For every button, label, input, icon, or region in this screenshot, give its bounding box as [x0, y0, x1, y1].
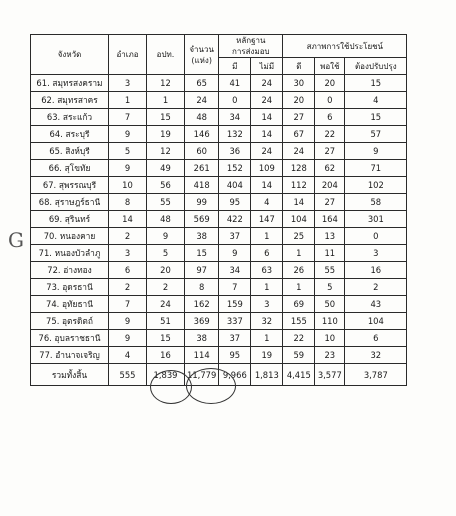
- cell-district: 7: [109, 109, 147, 126]
- total-label: รวมทั้งสิ้น: [31, 364, 109, 386]
- cell-district: 3: [109, 75, 147, 92]
- cell-province: 77. อำนาจเจริญ: [31, 347, 109, 364]
- cell-count: 15: [185, 245, 219, 262]
- table-row: [31, 109, 407, 126]
- header-good: ดี: [283, 58, 315, 75]
- cell-count: 261: [185, 160, 219, 177]
- cell-province: 66. สุโขทัย: [31, 160, 109, 177]
- cell-fair: 10: [315, 330, 345, 347]
- total-count: 11,779: [185, 364, 219, 386]
- cell-good: 24: [283, 143, 315, 160]
- table-row: [31, 126, 407, 143]
- cell-has: 95: [219, 194, 251, 211]
- cell-hasnot: 1: [251, 228, 283, 245]
- header-lao: อปท.: [147, 35, 185, 75]
- header-condition: สภาพการใช้ประโยชน์: [283, 35, 407, 58]
- cell-fair: 5: [315, 279, 345, 296]
- cell-district: 5: [109, 143, 147, 160]
- cell-good: 112: [283, 177, 315, 194]
- cell-repair: 9: [345, 143, 407, 160]
- cell-hasnot: 147: [251, 211, 283, 228]
- cell-fair: 13: [315, 228, 345, 245]
- total-has: 9,966: [219, 364, 251, 386]
- cell-lao: 15: [147, 109, 185, 126]
- cell-fair: 50: [315, 296, 345, 313]
- cell-has: 159: [219, 296, 251, 313]
- cell-count: 114: [185, 347, 219, 364]
- cell-fair: 62: [315, 160, 345, 177]
- table-row: [31, 92, 407, 109]
- table-row: [31, 330, 407, 347]
- cell-district: 9: [109, 160, 147, 177]
- cell-lao: 2: [147, 279, 185, 296]
- table-row: [31, 194, 407, 211]
- cell-hasnot: 32: [251, 313, 283, 330]
- total-fair: 3,577: [315, 364, 345, 386]
- cell-district: 9: [109, 313, 147, 330]
- cell-good: 128: [283, 160, 315, 177]
- cell-repair: 104: [345, 313, 407, 330]
- cell-hasnot: 24: [251, 92, 283, 109]
- cell-lao: 15: [147, 330, 185, 347]
- table-row: [31, 160, 407, 177]
- cell-district: 6: [109, 262, 147, 279]
- cell-repair: 2: [345, 279, 407, 296]
- total-lao: 1,839: [147, 364, 185, 386]
- cell-good: 69: [283, 296, 315, 313]
- cell-has: 152: [219, 160, 251, 177]
- cell-fair: 6: [315, 109, 345, 126]
- cell-fair: 110: [315, 313, 345, 330]
- cell-lao: 12: [147, 143, 185, 160]
- table-row: [31, 245, 407, 262]
- cell-district: 2: [109, 279, 147, 296]
- table-row: [31, 143, 407, 160]
- cell-province: 71. หนองบัวลำภู: [31, 245, 109, 262]
- cell-count: 146: [185, 126, 219, 143]
- cell-hasnot: 14: [251, 126, 283, 143]
- cell-good: 14: [283, 194, 315, 211]
- cell-fair: 23: [315, 347, 345, 364]
- cell-has: 37: [219, 330, 251, 347]
- table-row: [31, 262, 407, 279]
- cell-province: 76. อุบลราชธานี: [31, 330, 109, 347]
- cell-lao: 49: [147, 160, 185, 177]
- cell-count: 8: [185, 279, 219, 296]
- cell-lao: 9: [147, 228, 185, 245]
- cell-hasnot: 14: [251, 109, 283, 126]
- cell-province: 70. หนองคาย: [31, 228, 109, 245]
- table-body: [31, 75, 407, 364]
- cell-province: 67. สุพรรณบุรี: [31, 177, 109, 194]
- cell-fair: 11: [315, 245, 345, 262]
- cell-fair: 204: [315, 177, 345, 194]
- cell-district: 3: [109, 245, 147, 262]
- cell-has: 0: [219, 92, 251, 109]
- cell-good: 25: [283, 228, 315, 245]
- cell-lao: 20: [147, 262, 185, 279]
- cell-count: 48: [185, 109, 219, 126]
- table-row: [31, 177, 407, 194]
- cell-hasnot: 63: [251, 262, 283, 279]
- cell-hasnot: 14: [251, 177, 283, 194]
- cell-province: 75. อุตรดิตถ์: [31, 313, 109, 330]
- cell-province: 63. สระแก้ว: [31, 109, 109, 126]
- header-count: จำนวน (แห่ง): [185, 35, 219, 75]
- cell-repair: 6: [345, 330, 407, 347]
- cell-repair: 15: [345, 109, 407, 126]
- cell-repair: 57: [345, 126, 407, 143]
- cell-fair: 22: [315, 126, 345, 143]
- cell-has: 7: [219, 279, 251, 296]
- cell-lao: 16: [147, 347, 185, 364]
- table-row: [31, 211, 407, 228]
- cell-fair: 27: [315, 143, 345, 160]
- cell-good: 1: [283, 245, 315, 262]
- cell-hasnot: 4: [251, 194, 283, 211]
- cell-hasnot: 1: [251, 279, 283, 296]
- table-row: [31, 75, 407, 92]
- cell-district: 1: [109, 92, 147, 109]
- cell-lao: 1: [147, 92, 185, 109]
- cell-count: 38: [185, 330, 219, 347]
- cell-good: 104: [283, 211, 315, 228]
- cell-good: 20: [283, 92, 315, 109]
- cell-lao: 24: [147, 296, 185, 313]
- cell-count: 38: [185, 228, 219, 245]
- cell-province: 68. สุราษฎร์ธานี: [31, 194, 109, 211]
- cell-repair: 15: [345, 75, 407, 92]
- cell-count: 369: [185, 313, 219, 330]
- cell-has: 41: [219, 75, 251, 92]
- cell-province: 74. อุทัยธานี: [31, 296, 109, 313]
- cell-district: 14: [109, 211, 147, 228]
- cell-count: 60: [185, 143, 219, 160]
- cell-district: 9: [109, 330, 147, 347]
- cell-hasnot: 3: [251, 296, 283, 313]
- cell-fair: 164: [315, 211, 345, 228]
- cell-lao: 48: [147, 211, 185, 228]
- total-good: 4,415: [283, 364, 315, 386]
- cell-province: 72. อ่างทอง: [31, 262, 109, 279]
- cell-count: 99: [185, 194, 219, 211]
- cell-count: 418: [185, 177, 219, 194]
- header-repair: ต้องปรับปรุง: [345, 58, 407, 75]
- cell-lao: 56: [147, 177, 185, 194]
- cell-fair: 27: [315, 194, 345, 211]
- cell-good: 59: [283, 347, 315, 364]
- cell-hasnot: 24: [251, 75, 283, 92]
- cell-has: 9: [219, 245, 251, 262]
- cell-fair: 0: [315, 92, 345, 109]
- cell-province: 61. สมุทรสงคราม: [31, 75, 109, 92]
- cell-fair: 55: [315, 262, 345, 279]
- table-row: [31, 279, 407, 296]
- cell-hasnot: 24: [251, 143, 283, 160]
- cell-count: 97: [185, 262, 219, 279]
- cell-repair: 16: [345, 262, 407, 279]
- cell-province: 62. สมุทรสาคร: [31, 92, 109, 109]
- cell-count: 162: [185, 296, 219, 313]
- cell-repair: 102: [345, 177, 407, 194]
- header-fair: พอใช้: [315, 58, 345, 75]
- cell-province: 65. สิงห์บุรี: [31, 143, 109, 160]
- table-row: [31, 296, 407, 313]
- cell-repair: 301: [345, 211, 407, 228]
- cell-repair: 43: [345, 296, 407, 313]
- cell-lao: 12: [147, 75, 185, 92]
- cell-good: 155: [283, 313, 315, 330]
- cell-hasnot: 1: [251, 330, 283, 347]
- cell-good: 26: [283, 262, 315, 279]
- header-district: อำเภอ: [109, 35, 147, 75]
- cell-repair: 71: [345, 160, 407, 177]
- margin-mark: G: [8, 228, 24, 252]
- cell-district: 4: [109, 347, 147, 364]
- cell-has: 337: [219, 313, 251, 330]
- cell-province: 73. อุดรธานี: [31, 279, 109, 296]
- cell-fair: 20: [315, 75, 345, 92]
- cell-repair: 4: [345, 92, 407, 109]
- cell-repair: 32: [345, 347, 407, 364]
- cell-has: 132: [219, 126, 251, 143]
- cell-district: 9: [109, 126, 147, 143]
- cell-good: 67: [283, 126, 315, 143]
- cell-repair: 58: [345, 194, 407, 211]
- cell-has: 37: [219, 228, 251, 245]
- cell-count: 569: [185, 211, 219, 228]
- province-table: [30, 34, 407, 386]
- cell-has: 34: [219, 109, 251, 126]
- cell-has: 34: [219, 262, 251, 279]
- total-repair: 3,787: [345, 364, 407, 386]
- cell-count: 65: [185, 75, 219, 92]
- cell-good: 1: [283, 279, 315, 296]
- cell-has: 404: [219, 177, 251, 194]
- cell-district: 10: [109, 177, 147, 194]
- cell-repair: 3: [345, 245, 407, 262]
- cell-district: 7: [109, 296, 147, 313]
- cell-hasnot: 6: [251, 245, 283, 262]
- cell-hasnot: 109: [251, 160, 283, 177]
- cell-lao: 19: [147, 126, 185, 143]
- cell-district: 8: [109, 194, 147, 211]
- cell-repair: 0: [345, 228, 407, 245]
- cell-has: 422: [219, 211, 251, 228]
- cell-good: 27: [283, 109, 315, 126]
- header-hasnot: ไม่มี: [251, 58, 283, 75]
- cell-province: 64. สระบุรี: [31, 126, 109, 143]
- table-row: [31, 313, 407, 330]
- cell-lao: 55: [147, 194, 185, 211]
- cell-lao: 51: [147, 313, 185, 330]
- header-province: จังหวัด: [31, 35, 109, 75]
- cell-good: 22: [283, 330, 315, 347]
- table-row: [31, 228, 407, 245]
- table-row: [31, 347, 407, 364]
- cell-district: 2: [109, 228, 147, 245]
- cell-hasnot: 19: [251, 347, 283, 364]
- total-district: 555: [109, 364, 147, 386]
- cell-good: 30: [283, 75, 315, 92]
- total-row: [31, 364, 407, 386]
- cell-count: 24: [185, 92, 219, 109]
- header-has: มี: [219, 58, 251, 75]
- header-evidence: หลักฐาน การส่งมอบ: [219, 35, 283, 58]
- total-hasnot: 1,813: [251, 364, 283, 386]
- cell-lao: 5: [147, 245, 185, 262]
- cell-has: 95: [219, 347, 251, 364]
- cell-province: 69. สุรินทร์: [31, 211, 109, 228]
- cell-has: 36: [219, 143, 251, 160]
